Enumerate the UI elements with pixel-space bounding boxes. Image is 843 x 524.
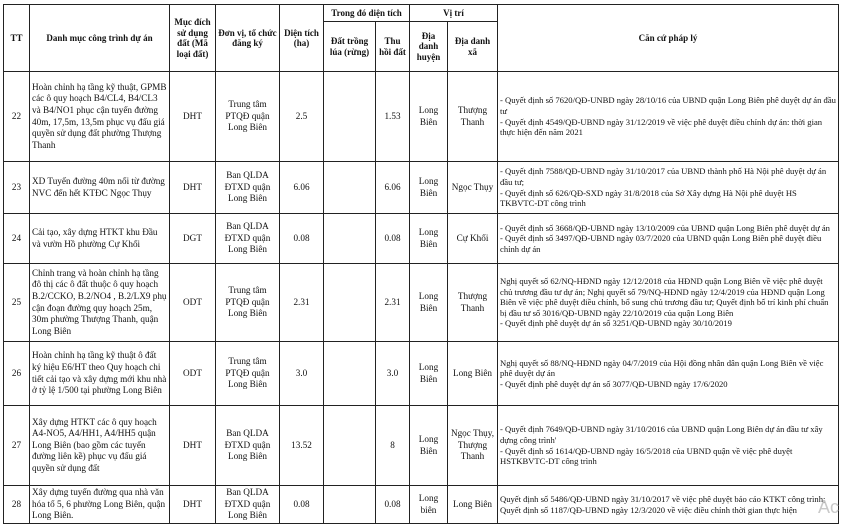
rice-land-value <box>324 162 376 214</box>
registering-unit: Ban QLDA ĐTXD quận Long Biên <box>216 162 280 214</box>
recovered-land-value: 1.53 <box>376 72 410 162</box>
district-name: Long Biên <box>410 406 448 486</box>
row-number: 23 <box>4 162 30 214</box>
district-name: Long Biên <box>410 214 448 264</box>
ward-name: Long Biên <box>448 486 498 524</box>
table-row <box>4 264 839 342</box>
table-row <box>4 342 839 406</box>
registering-unit: Ban QLDA ĐTXD quận Long Biên <box>216 406 280 486</box>
land-purpose-code: DHT <box>170 72 216 162</box>
project-name: XD Tuyến đường 40m nối từ đường NVC đến hết KTĐC Ngọc Thụy <box>30 162 170 214</box>
land-purpose-code: DHT <box>170 162 216 214</box>
area-value: 2.31 <box>280 264 324 342</box>
ward-name: Long Biên <box>448 342 498 406</box>
project-name: Chỉnh trang và hoàn chỉnh hạ tầng đô thị các ô đất thuộc ô quy hoạch B.2/CCKO, B.2/NO4 , B.2/LX9 phụ cận đoạn đường quy hoạch 25m, 30m phường Thượng Thanh, quận Long Biên <box>30 264 170 342</box>
registering-unit: Trung tâm PTQĐ quận Long Biên <box>216 342 280 406</box>
registering-unit: Ban QLDA ĐTXD quận Long Biên <box>216 486 280 524</box>
recovered-land-value: 8 <box>376 406 410 486</box>
header-area: Diện tích (ha) <box>280 5 324 72</box>
legal-basis-cell <box>498 162 839 214</box>
legal-basis-cell <box>498 214 839 264</box>
recovered-land-value: 0.08 <box>376 214 410 264</box>
project-name: Hoàn chỉnh hạ tầng kỹ thuật, GPMB các ô quy hoạch B4/CL4, B4/CL3 và B4/NO1 phục cận tuyến đường 40m, 17,5m, 13,5m phục vụ đấu giá quyền sử dụng đất phường Thượng Thanh <box>30 72 170 162</box>
legal-basis-line: - Quyết định phê duyệt dự án số 3077/QĐ-UBND ngày 17/6/2020 <box>500 378 728 389</box>
header-ward: Địa danh xã <box>448 22 498 72</box>
ward-name: Cự Khối <box>448 214 498 264</box>
legal-basis-line: - Quyết định 4549/QĐ-UBND ngày 31/12/2019 về việc phê duyệt điều chỉnh dự án: thời gian thực hiện đến năm 2021 <box>500 116 823 138</box>
row-number: 28 <box>4 486 30 524</box>
legal-basis-line: - Quyết định 7588/QĐ-UBND ngày 31/10/2017 của UBND thành phố Hà Nội phê duyệt dự án đầu tư; <box>500 166 827 187</box>
header-legal-basis: Căn cứ pháp lý <box>498 5 839 72</box>
recovered-land-value: 2.31 <box>376 264 410 342</box>
district-name: Long Biên <box>410 72 448 162</box>
header-tt: TT <box>4 5 30 72</box>
legal-basis-line: - Quyết định số 626/QĐ-SXD ngày 31/8/2018 của Sở Xây dựng Hà Nội phê duyệt HS TKBVTC-DT công trình <box>500 187 797 209</box>
row-number: 27 <box>4 406 30 486</box>
registering-unit: Trung tâm PTQĐ quận Long Biên <box>216 264 280 342</box>
area-value: 0.08 <box>280 486 324 524</box>
rice-land-value <box>324 214 376 264</box>
row-number: 22 <box>4 72 30 162</box>
rice-land-value <box>324 406 376 486</box>
registering-unit: Ban QLDA ĐTXD quận Long Biên <box>216 214 280 264</box>
table-row <box>4 486 839 524</box>
legal-basis-cell <box>498 342 839 406</box>
district-name: Long Biên <box>410 162 448 214</box>
legal-basis-line: Nghị quyết số 62/NQ-HĐND ngày 12/12/2018 của HĐND quận Long Biên về việc phê duyệt chủ trương đầu tư dự án; Nghị quyết số 79/NQ-HĐND ngày 12/4/2019 của HĐND quận Long Biên về việc phê duyệt điều chỉnh, bổ sung chủ trương đầu tư; Quyết định bố trí kinh phí chuẩn bị đầu tư số 3016/QĐ-UBND ngày 22/10/2019 của quận Long Biên <box>500 276 829 318</box>
ward-name: Thượng Thanh <box>448 72 498 162</box>
area-value: 2.5 <box>280 72 324 162</box>
header-rice-land: Đất trồng lúa (rừng) <box>324 22 376 72</box>
row-number: 25 <box>4 264 30 342</box>
legal-basis-line: Quyết định số 5486/QĐ-UBND ngày 31/10/2017 về việc phê duyệt báo cáo KTKT công trình; Quyết định số 1187/QĐ-UBND ngày 12/3/2020 về việc điều chỉnh thời gian thực hiện <box>500 493 826 515</box>
legal-basis-line: - Quyết định số 1614/QĐ-UBND ngày 16/5/2018 của UBND quận về việc phê duyệt HSTKBVTC-DT công trình <box>500 445 793 467</box>
area-value: 3.0 <box>280 342 324 406</box>
table-row <box>4 162 839 214</box>
land-purpose-code: ODT <box>170 264 216 342</box>
header-registering-unit: Đơn vị, tổ chức đăng ký <box>216 5 280 72</box>
legal-basis-line: Nghị quyết số 88/NQ-HĐND ngày 04/7/2019 của Hội đồng nhân dân quận Long Biên về việc phê duyệt dự án <box>500 357 824 379</box>
district-name: Long Biên <box>410 342 448 406</box>
recovered-land-value: 3.0 <box>376 342 410 406</box>
row-number: 26 <box>4 342 30 406</box>
area-value: 6.06 <box>280 162 324 214</box>
district-name: Long Biên <box>410 264 448 342</box>
project-name: Cải tạo, xây dựng HTKT khu Đầu và vườn Hồ phường Cự Khối <box>30 214 170 264</box>
legal-basis-line: - Quyết định 7649/QĐ-UBND ngày 31/10/2016 của UBND quận Long Biên dự án đầu tư xây dựng công trình' <box>500 424 823 445</box>
land-purpose-code: DHT <box>170 406 216 486</box>
project-name: Hoàn chỉnh hạ tầng kỹ thuật ô đất ký hiệu E6/HT theo Quy hoạch chi tiết cải tạo và xây dựng mới khu nhà ở tỷ lệ 1/500 tại phường Long Biên <box>30 342 170 406</box>
header-location: Vị trí <box>410 5 498 22</box>
rice-land-value <box>324 342 376 406</box>
rice-land-value <box>324 264 376 342</box>
header-district: Địa danh huyện <box>410 22 448 72</box>
land-purpose-code: ODT <box>170 342 216 406</box>
ward-name: Ngọc Thụy, Thượng Thanh <box>448 406 498 486</box>
table-row <box>4 406 839 486</box>
recovered-land-value: 0.08 <box>376 486 410 524</box>
rice-land-value <box>324 72 376 162</box>
area-value: 0.08 <box>280 214 324 264</box>
land-purpose-code: DHT <box>170 486 216 524</box>
legal-basis-line: - Quyết định số 3668/QĐ-UBND ngày 13/10/2009 của UBND quận Long Biên phê duyệt dự án <box>500 222 830 233</box>
project-name: Xây dựng tuyến đường qua nhà văn hóa tổ 5, 6 phường Long Biên, quận Long Biên. <box>30 486 170 524</box>
recovered-land-value: 6.06 <box>376 162 410 214</box>
ward-name: Ngọc Thụy <box>448 162 498 214</box>
land-use-project-table <box>3 4 839 524</box>
rice-land-value <box>324 486 376 524</box>
row-number: 24 <box>4 214 30 264</box>
ward-name: Thượng Thanh <box>448 264 498 342</box>
table-body <box>4 72 839 524</box>
header-recovered-land: Thu hồi đất <box>376 22 410 72</box>
area-value: 13.52 <box>280 406 324 486</box>
legal-basis-cell <box>498 486 839 524</box>
legal-basis-line: - Quyết định số 7620/QĐ-UNBD ngày 28/10/16 của UBND quận Long Biên phê duyệt dự án đầu tư <box>500 95 836 116</box>
district-name: Long biên <box>410 486 448 524</box>
registering-unit: Trung tâm PTQĐ quận Long Biên <box>216 72 280 162</box>
table-row <box>4 214 839 264</box>
header-land-purpose: Mục đích sử dụng đất (Mã loại đất) <box>170 5 216 72</box>
header-of-which-area: Trong đó diện tích <box>324 5 410 22</box>
header-project-name: Danh mục công trình dự án <box>30 5 170 72</box>
watermark: Ac <box>817 497 839 517</box>
table-row <box>4 72 839 162</box>
legal-basis-cell <box>498 406 839 486</box>
land-purpose-code: DGT <box>170 214 216 264</box>
project-name: Xây dựng HTKT các ô quy hoạch A4-NO5, A4/HH1, A4/HH5 quận Long Biên (bao gồm các tuyến đường liên kề) phục vụ đấu giá quyền sử dụng đất <box>30 406 170 486</box>
legal-basis-cell <box>498 264 839 342</box>
legal-basis-line: - Quyết định số 3497/QĐ-UBND ngày 03/7/2020 của UBND quận Long Biên phê duyệt điều chỉnh dự án <box>500 233 822 254</box>
legal-basis-cell <box>498 72 839 162</box>
legal-basis-line: - Quyết định phê duyệt dự án số 3251/QĐ-UBND ngày 30/10/2019 <box>500 318 732 329</box>
